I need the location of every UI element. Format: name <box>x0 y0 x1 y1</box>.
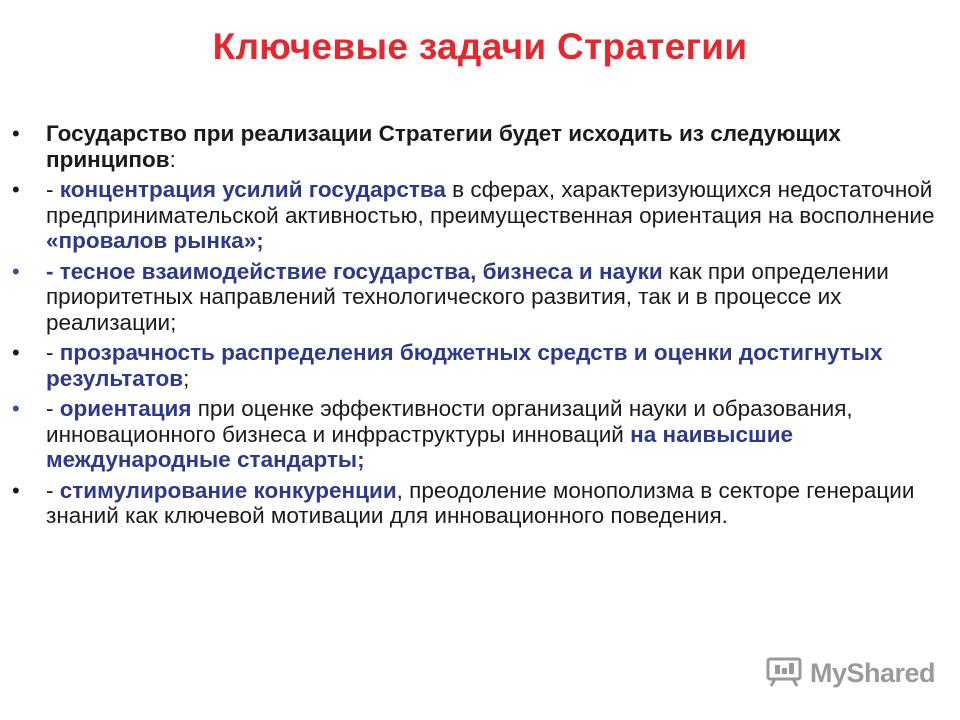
bullet-marker: • <box>12 396 20 421</box>
list-item-orientation <box>0 396 960 473</box>
projector-screen-icon <box>766 655 802 692</box>
list-item-transparency <box>0 340 960 391</box>
list-item-competition <box>0 478 960 529</box>
bullet-marker: • <box>12 177 20 202</box>
bullet-marker: • <box>12 121 20 146</box>
list-item-intro <box>0 121 960 172</box>
accent-text: ориентация <box>59 396 192 421</box>
intro-tail: : <box>169 146 176 172</box>
item-prefix: - <box>46 396 60 421</box>
bullet-marker: • <box>12 258 20 284</box>
item-prefix: - <box>46 477 60 503</box>
accent-text-end: на наивысшие международные стандарты; <box>46 421 794 472</box>
body-text: в сферах, характеризующихся недостаточной предпринимательской активностью, преимущественная ориентация на восполнение <box>46 177 935 228</box>
principles-list <box>0 121 960 534</box>
list-item-concentration <box>0 177 960 254</box>
bullet-marker: • <box>12 477 20 503</box>
accent-text: прозрачность распределения бюджетных средств и оценки достигнутых результатов <box>46 340 883 391</box>
slide-title: Ключевые задачи Стратегии <box>212 26 748 67</box>
bullet-marker: • <box>12 340 20 365</box>
accent-text: концентрация усилий государства <box>59 177 446 202</box>
myshared-watermark[interactable] <box>766 656 936 690</box>
accent-text-end: «провалов рынка»; <box>46 228 264 253</box>
body-text: ; <box>183 365 190 391</box>
item-prefix: - <box>46 340 60 365</box>
watermark-text: MyShared <box>810 657 936 688</box>
accent-text: - тесное взаимодействие государства, бизнеса и науки <box>46 258 663 284</box>
accent-text: стимулирование конкуренции <box>59 477 397 503</box>
list-item-interaction <box>0 259 960 336</box>
body-text: при оценке эффективности организаций науки и образования, инновационного бизнеса и инфраструктуры инноваций <box>46 396 853 447</box>
item-prefix: - <box>46 177 60 202</box>
intro-text: Государство при реализации Стратегии будет исходить из следующих принципов <box>46 121 841 172</box>
body-text: , преодоление монополизма в секторе генерации знаний как ключевой мотивации для инновационного поведения. <box>46 477 915 528</box>
body-text: как при определении приоритетных направлений технологического развития, так и в процессе их реализации; <box>46 258 889 335</box>
